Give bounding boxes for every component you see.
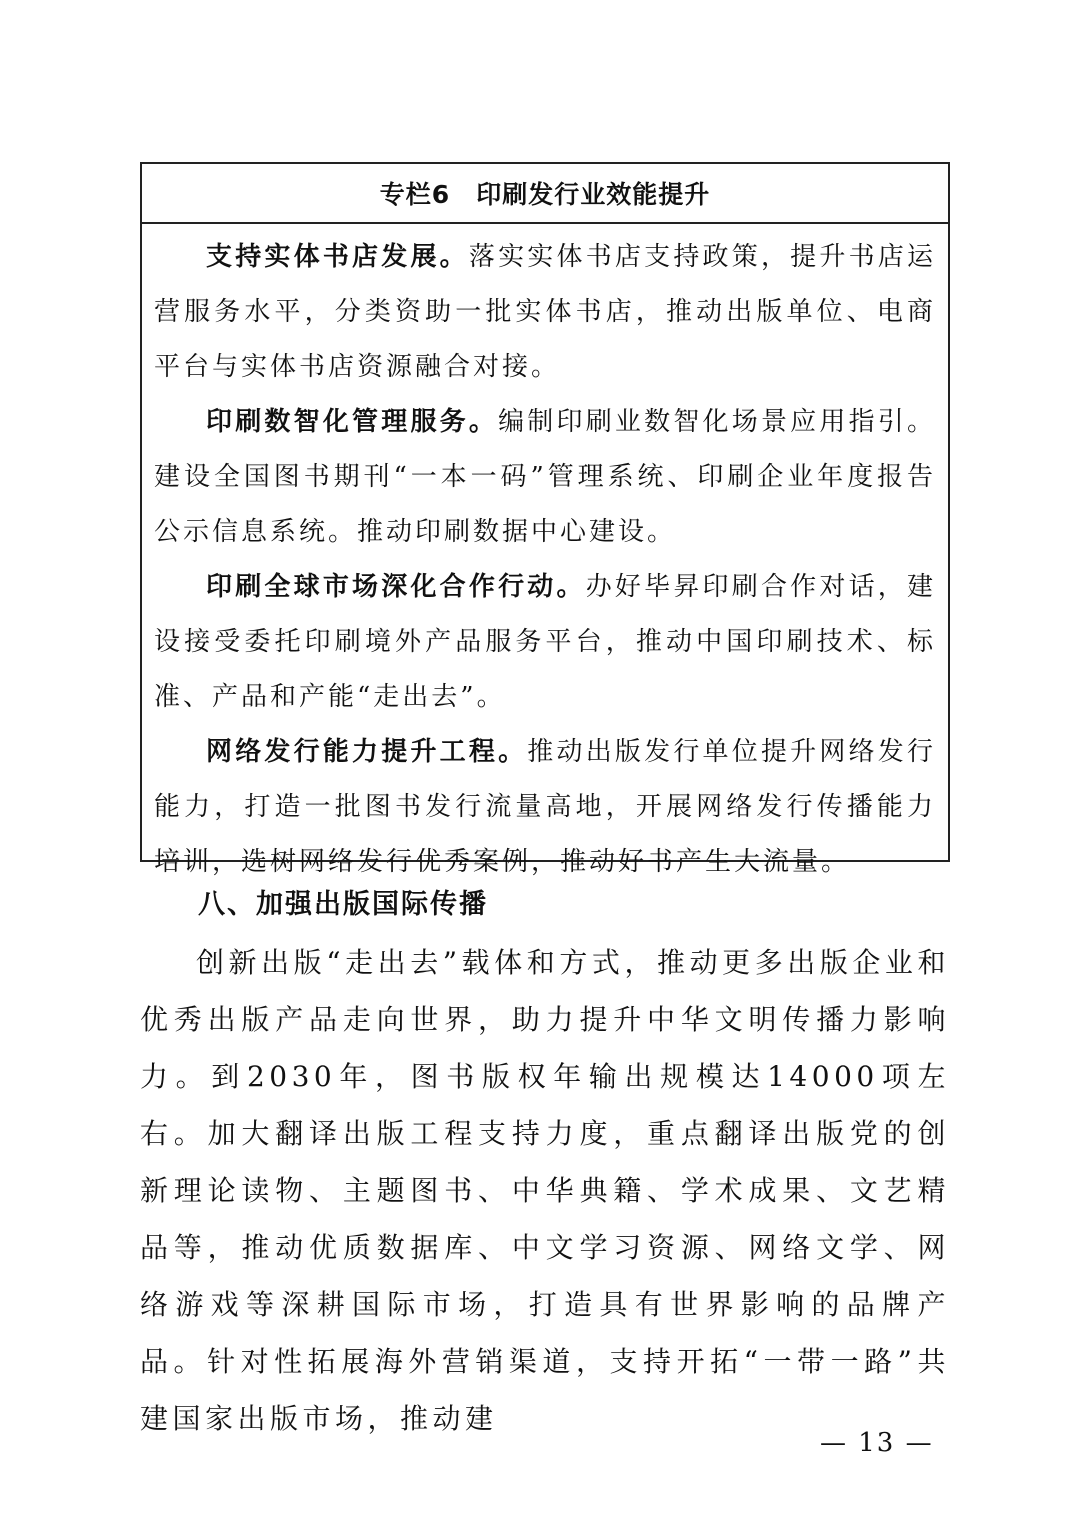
column-title xyxy=(142,164,948,224)
column-body xyxy=(142,224,948,890)
column-box xyxy=(140,162,950,877)
item-lead: 印刷全球市场深化合作行动。 xyxy=(206,572,586,602)
section-paragraph: 创新出版“走出去”载体和方式，推动更多出版企业和优秀出版产品走向世界，助力提升中华文明传播力影响力。到2030年，图书版权年输出规模达14000项左右。加大翻译出版工程支持力度，重点翻译出版党的创新理论读物、主题图书、中华典籍、学术成果、文艺精品等，推动优质数据库、中文学习资源、网络文学、网络游戏等深耕国际市场，打造具有世界影响的品牌产品。针对性拓展海外营销渠道，支持开拓“一带一路”共建国家出版市场，推动建 xyxy=(140,946,950,1435)
item-text: 推动出版发行单位提升网络发行能力，打造一批图书发行流量高地，开展网络发行传播能力培训，选树网络发行优秀案例，推动好书产生大流量。 xyxy=(154,737,936,877)
item-text: 编制印刷业数智化场景应用指引。建设全国图书期刊“一本一码”管理系统、印刷企业年度报告公示信息系统。推动印刷数据中心建设。 xyxy=(154,407,936,547)
item-text: 落实实体书店支持政策，提升书店运营服务水平，分类资助一批实体书店，推动出版单位、电商平台与实体书店资源融合对接。 xyxy=(154,242,936,382)
section-heading: 八、加强出版国际传播 xyxy=(198,889,488,920)
item-lead: 印刷数智化管理服务。 xyxy=(206,407,499,437)
page-number: — 13 — xyxy=(820,1428,934,1458)
column-item xyxy=(154,725,936,890)
item-lead: 网络发行能力提升工程。 xyxy=(206,737,528,767)
column-item xyxy=(154,395,936,560)
column-item xyxy=(154,560,936,725)
column-heading: 印刷发行业效能提升 xyxy=(476,180,711,209)
column-number: 专栏6 xyxy=(379,180,451,209)
item-text: 办好毕昇印刷合作对话，建设接受委托印刷境外产品服务平台，推动中国印刷技术、标准、产品和产能“走出去”。 xyxy=(154,572,936,712)
column-item xyxy=(154,230,936,395)
item-lead: 支持实体书店发展。 xyxy=(206,242,469,272)
